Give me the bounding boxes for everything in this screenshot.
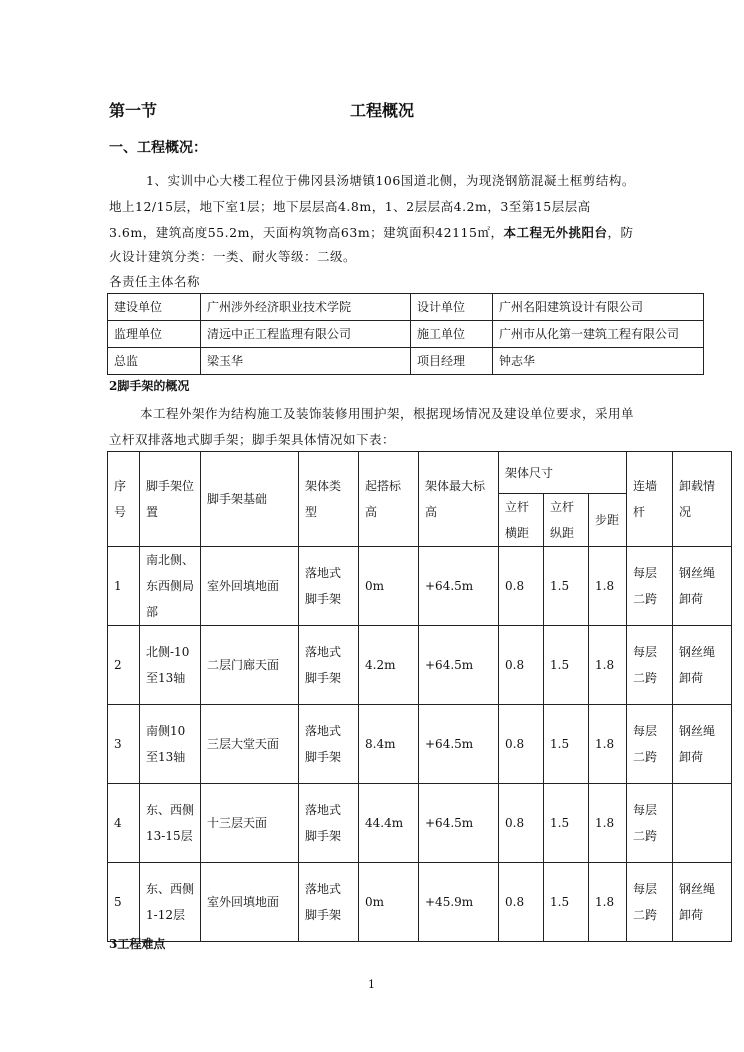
table-cell: 东、西侧13-15层	[140, 784, 201, 863]
table-cell: 1.8	[589, 547, 627, 626]
parties-cell: 广州名阳建筑设计有限公司	[493, 294, 704, 321]
table-cell: 每层二跨	[627, 547, 673, 626]
table-cell: 4	[108, 784, 140, 863]
table-cell: 1	[108, 547, 140, 626]
header-h: 立杆横距	[499, 494, 544, 547]
section-number: 第一节	[109, 101, 158, 120]
table-cell: 落地式脚手架	[299, 705, 359, 784]
header-type: 架体类型	[299, 452, 359, 547]
para-line: 3.6m，建筑高度55.2m，天面构筑物高63m；建筑面积42115㎡，本工程无外挑阳台，防	[109, 225, 634, 240]
table-cell: 1.5	[544, 547, 589, 626]
table-cell: 落地式脚手架	[299, 784, 359, 863]
parties-cell: 设计单位	[411, 294, 493, 321]
table-cell: 十三层天面	[201, 784, 299, 863]
table-cell: +64.5m	[419, 547, 499, 626]
table-row	[108, 863, 732, 942]
table-cell: 1.8	[589, 863, 627, 942]
parties-cell: 广州涉外经济职业技术学院	[201, 294, 411, 321]
table-cell: +64.5m	[419, 626, 499, 705]
table-cell: 1.5	[544, 705, 589, 784]
parties-cell: 钟志华	[493, 348, 704, 375]
table-cell: 8.4m	[359, 705, 419, 784]
header-tie: 连墙杆	[627, 452, 673, 547]
header-no: 序号	[108, 452, 140, 547]
table-cell: 0.8	[499, 863, 544, 942]
parties-row	[108, 348, 704, 375]
parties-table	[107, 293, 704, 375]
table-cell: 室外回填地面	[201, 863, 299, 942]
table-cell: 钢丝绳卸荷	[673, 863, 732, 942]
para-line: 各责任主体名称	[109, 274, 201, 289]
table-cell: 1.5	[544, 863, 589, 942]
table-cell: 钢丝绳卸荷	[673, 547, 732, 626]
table-cell: 东、西侧1-12层	[140, 863, 201, 942]
table-cell: 0.8	[499, 705, 544, 784]
para-line: 本工程外架作为结构施工及装饰装修用围护架，根据现场情况及建设单位要求，采用单	[140, 406, 635, 421]
para-line: 立杆双排落地式脚手架；脚手架具体情况如下表：	[109, 432, 396, 447]
table-cell: 0m	[359, 863, 419, 942]
heading-difficulties: 3工程难点	[109, 937, 166, 951]
table-cell: 每层二跨	[627, 705, 673, 784]
header-unload: 卸载情况	[673, 452, 732, 547]
table-cell: 南北侧、东西侧局部	[140, 547, 201, 626]
parties-cell: 广州市从化第一建筑工程有限公司	[493, 321, 704, 348]
table-cell: 每层二跨	[627, 784, 673, 863]
table-cell: 0.8	[499, 547, 544, 626]
table-cell	[673, 784, 732, 863]
section-title: 工程概况	[350, 101, 415, 120]
header-size: 架体尺寸	[499, 452, 627, 494]
table-cell: 1.8	[589, 626, 627, 705]
header-start: 起搭标高	[359, 452, 419, 547]
parties-row	[108, 294, 704, 321]
table-cell: 落地式脚手架	[299, 547, 359, 626]
table-cell: 三层大堂天面	[201, 705, 299, 784]
header-v: 立杆纵距	[544, 494, 589, 547]
table-cell: 2	[108, 626, 140, 705]
table-cell: 二层门廊天面	[201, 626, 299, 705]
parties-cell: 建设单位	[108, 294, 201, 321]
parties-cell: 梁玉华	[201, 348, 411, 375]
parties-cell: 清远中正工程监理有限公司	[201, 321, 411, 348]
para-line: 火设计建筑分类：一类、耐火等级：二级。	[109, 249, 357, 264]
table-cell: 1.5	[544, 626, 589, 705]
table-cell: 3	[108, 705, 140, 784]
table-cell: 钢丝绳卸荷	[673, 705, 732, 784]
table-cell: 每层二跨	[627, 626, 673, 705]
table-cell: 北侧-10至13轴	[140, 626, 201, 705]
table-cell: 落地式脚手架	[299, 626, 359, 705]
table-cell: 0.8	[499, 626, 544, 705]
table-cell: 0.8	[499, 784, 544, 863]
scaffold-table	[107, 451, 732, 942]
table-row	[108, 784, 732, 863]
header-position: 脚手架位置	[140, 452, 201, 547]
header-step: 步距	[589, 494, 627, 547]
parties-cell: 项目经理	[411, 348, 493, 375]
para-line: 地上12/15层，地下室1层；地下层层高4.8m，1、2层层高4.2m，3至第15层层高	[109, 199, 591, 214]
table-cell: 每层二跨	[627, 863, 673, 942]
table-cell: 1.5	[544, 784, 589, 863]
header-max: 架体最大标高	[419, 452, 499, 547]
page-number: 1	[368, 978, 375, 991]
table-cell: 1.8	[589, 784, 627, 863]
table-row	[108, 547, 732, 626]
table-cell: +64.5m	[419, 784, 499, 863]
table-cell: 5	[108, 863, 140, 942]
table-cell: 南侧10至13轴	[140, 705, 201, 784]
table-row	[108, 626, 732, 705]
parties-cell: 监理单位	[108, 321, 201, 348]
parties-cell: 施工单位	[411, 321, 493, 348]
parties-row	[108, 321, 704, 348]
table-row	[108, 705, 732, 784]
parties-cell: 总监	[108, 348, 201, 375]
table-cell: +45.9m	[419, 863, 499, 942]
table-cell: 室外回填地面	[201, 547, 299, 626]
table-cell: +64.5m	[419, 705, 499, 784]
table-cell: 落地式脚手架	[299, 863, 359, 942]
heading-scaffold: 2脚手架的概况	[109, 379, 190, 393]
header-base: 脚手架基础	[201, 452, 299, 547]
table-cell: 钢丝绳卸荷	[673, 626, 732, 705]
heading-overview: 一、工程概况：	[109, 140, 207, 156]
table-cell: 1.8	[589, 705, 627, 784]
table-cell: 4.2m	[359, 626, 419, 705]
para-line: 1、实训中心大楼工程位于佛冈县汤塘镇106国道北侧，为现浇钢筋混凝土框剪结构。	[146, 173, 635, 188]
table-cell: 0m	[359, 547, 419, 626]
table-cell: 44.4m	[359, 784, 419, 863]
